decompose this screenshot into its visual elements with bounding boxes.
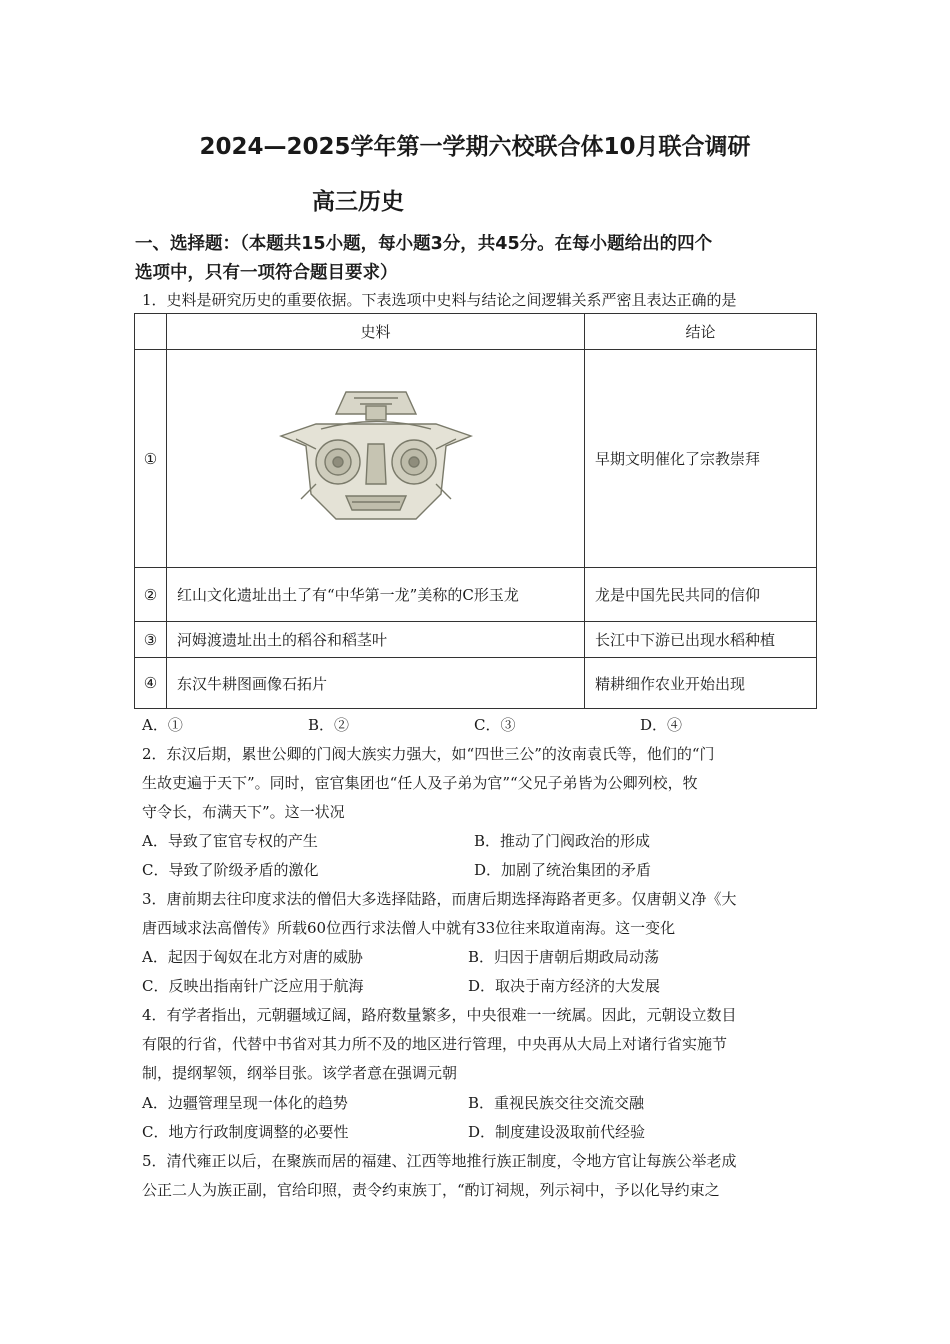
q2-option-c: C．导致了阶级矛盾的激化 [142,861,319,879]
q3-line-1: 3．唐前期去往印度求法的僧侣大多选择陆路，而唐后期选择海路者更多。仅唐朝义净《大 [142,890,737,908]
q3-option-c: C．反映出指南针广泛应用于航海 [142,977,364,995]
q4-line-3: 制，提纲挈领，纲举目张。该学者意在强调元朝 [142,1064,458,1082]
q4-option-d: D．制度建设汲取前代经验 [468,1123,646,1141]
table-header-blank [135,314,167,350]
q1-source-table [134,313,817,709]
table-row [135,568,817,622]
document-subtitle: 高三历史 [312,189,404,215]
q2-option-d: D．加剧了统治集团的矛盾 [474,861,652,879]
q5-line-1: 5．清代雍正以后，在聚族而居的福建、江西等地推行族正制度，令地方官让每族公举老成 [142,1152,737,1170]
q3-option-d: D．取决于南方经济的大发展 [468,977,661,995]
document-title: 2024—2025学年第一学期六校联合体10月联合调研 [199,134,751,160]
row-source: 红山文化遗址出土了有“中华第一龙”美称的C形玉龙 [167,568,585,622]
q1-option-b: B．② [308,716,350,734]
row-number: ② [135,568,167,622]
bronze-mask-image [177,384,574,534]
q2-line-1: 2．东汉后期，累世公卿的门阀大族实力强大，如“四世三公”的汝南袁氏等，他们的“门 [142,745,715,763]
bronze-mask-icon [276,384,476,534]
row-conclusion: 长江中下游已出现水稻种植 [585,622,817,658]
q3-line-2: 唐西域求法高僧传》所载60位西行求法僧人中就有33位往来取道南海。这一变化 [142,919,676,937]
row-source-image-cell [167,350,585,568]
q4-line-2: 有限的行省，代替中书省对其力所不及的地区进行管理，中央再从大局上对诸行省实施节 [142,1035,728,1053]
q2-option-b: B．推动了门阀政治的形成 [474,832,651,850]
table-row [135,658,817,709]
table-header-source: 史料 [167,314,585,350]
q5-line-2: 公正二人为族正副，官给印照，责令约束族丁，“酌订祠规，列示祠中，予以化导约束之 [142,1181,720,1199]
row-number: ① [135,350,167,568]
q2-line-2: 生故吏遍于天下”。同时，宦官集团也“任人及子弟为官”“父兄子弟皆为公卿列校，牧 [142,774,698,792]
table-header-conclusion: 结论 [585,314,817,350]
q3-option-a: A．起因于匈奴在北方对唐的威胁 [142,948,363,966]
q4-line-1: 4．有学者指出，元朝疆域辽阔，路府数量繁多，中央很难一一统属。因此，元朝设立数目 [142,1006,737,1024]
q2-option-a: A．导致了宦官专权的产生 [142,832,318,850]
row-conclusion: 早期文明催化了宗教崇拜 [585,350,817,568]
table-header-row [135,314,817,350]
row-conclusion: 龙是中国先民共同的信仰 [585,568,817,622]
q1-option-a: A．① [142,716,183,734]
row-source: 东汉牛耕图画像石拓片 [167,658,585,709]
q1-stem: 1．史料是研究历史的重要依据。下表选项中史料与结论之间逻辑关系严密且表达正确的是 [142,291,737,309]
q3-option-b: B．归因于唐朝后期政局动荡 [468,948,660,966]
table-row [135,350,817,568]
q1-option-c: C．③ [474,716,516,734]
q4-option-a: A．边疆管理呈现一体化的趋势 [142,1094,348,1112]
row-conclusion: 精耕细作农业开始出现 [585,658,817,709]
q4-option-b: B．重视民族交往交流交融 [468,1094,645,1112]
q2-line-3: 守令长，布满天下”。这一状况 [142,803,345,821]
section-heading-line-2: 选项中，只有一项符合题目要求） [135,263,398,283]
row-source: 河姆渡遗址出土的稻谷和稻茎叶 [167,622,585,658]
q4-option-c: C．地方行政制度调整的必要性 [142,1123,349,1141]
q1-option-d: D．④ [640,716,683,734]
table-row [135,622,817,658]
row-number: ④ [135,658,167,709]
section-heading-line-1: 一、选择题：（本题共15小题，每小题3分，共45分。在每小题给出的四个 [135,234,713,254]
row-number: ③ [135,622,167,658]
